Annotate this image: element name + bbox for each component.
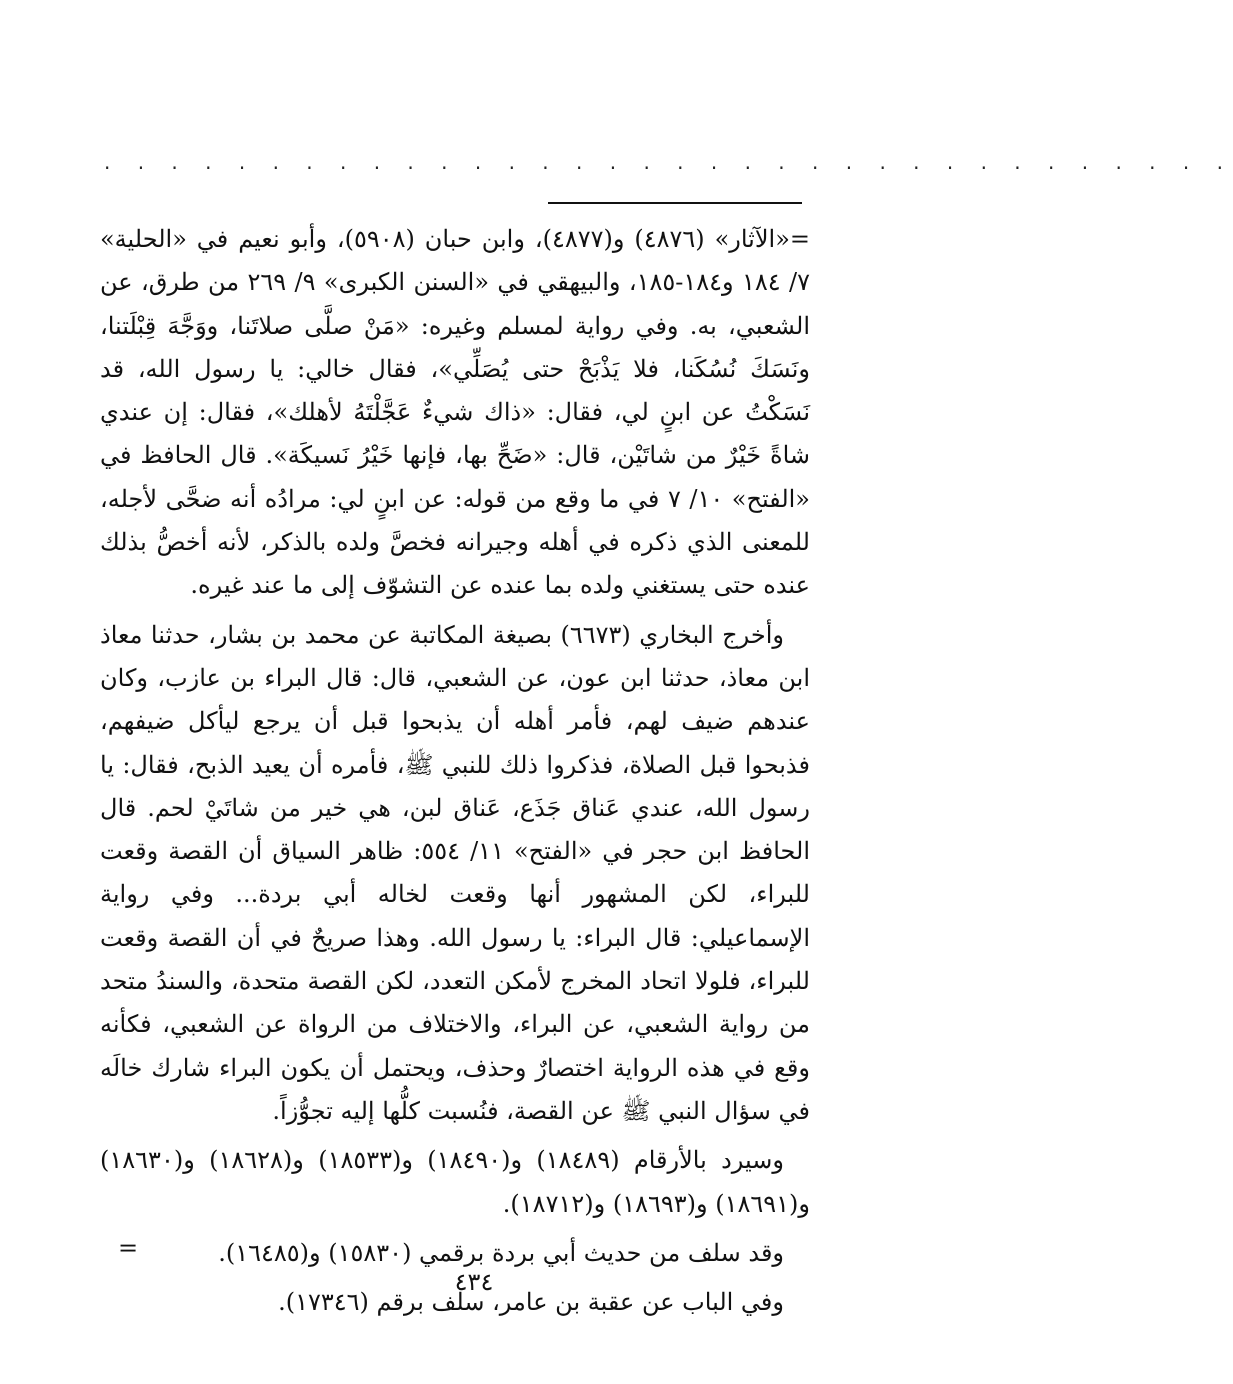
paragraph-5: وفي الباب عن عقبة بن عامر، سلف برقم (١٧٣٤٦).: [278, 1288, 784, 1317]
paragraph-1: =«الآثار» (٤٨٧٦) و(٤٨٧٧)، وابن حبان (٥٩٠٨)، وأبو نعيم في «الحلية» ٧/ ١٨٤ و١٨٤-١٨٥، والبيهقي في «السنن الكبرى» ٩/ ٢٦٩ من طرق، عن الشعبي، به. وفي رواية لمسلم وغيره: «مَنْ صلَّى صلاتَنا، ووَجَّهَ قِبْلَتنا، ونَسَكَ نُسُكَنا، فلا يَذْبَحْ حتى يُصَلِّي»، فقال خالي: يا رسول الله، قد نَسَكْتُ عن ابنٍ لي، فقال: «ذاك شيءٌ عَجَّلْتَهُ لأهلك»، فقال: إن عندي شاةً خَيْرٌ من شاتَيْن، قال: «ضَحِّ بها، فإنها خَيْرُ نَسيكَة». قال الحافظ في «الفتح» ١٠/ ٧ في ما وقع من قوله: عن ابنٍ لي: مرادُه أنه ضحَّى لأجله، للمعنى الذي ذكره في أهله وجيرانه فخصَّ ولده بالذكر، لأنه أخصُّ بذلك عنده حتى يستغني ولده بما عنده عن التشوّف إلى ما عند غيره.: [100, 225, 811, 600]
footnote-text: [100, 218, 810, 1324]
paragraph-2: وأخرج البخاري (٦٦٧٣) بصيغة المكاتبة عن محمد بن بشار، حدثنا معاذ ابن معاذ، حدثنا ابن عون، عن الشعبي، قال: قال البراء بن عازب، وكان عندهم ضيف لهم، فأمر أهله أن يذبحوا قبل أن يرجع ليأكل ضيفهم، فذبحوا قبل الصلاة، فذكروا ذلك للنبي ﷺ، فأمره أن يعيد الذبح، فقال: يا رسول الله، عندي عَناق جَذَع، عَناق لبن، هي خير من شاتَيْ لحم. قال الحافظ ابن حجر في «الفتح» ١١/ ٥٥٤: ظاهر السياق أن القصة وقعت للبراء، لكن المشهور أنها وقعت لخاله أبي بردة... وفي رواية الإسماعيلي: قال البراء: يا رسول الله. وهذا صريحٌ في أن القصة وقعت للبراء، فلولا اتحاد المخرج لأمكن التعدد، لكن القصة متحدة، والسندُ متحد من رواية الشعبي، عن البراء، والاختلاف من الرواة عن الشعبي، فكأنه وقع في هذه الرواية اختصارٌ وحذف، ويحتمل أن يكون البراء شارك خالَه في سؤال النبي ﷺ عن القصة، فنُسبت كلُّها إليه تجوُّزاً.: [100, 620, 810, 1125]
continuation-mark: =: [118, 1234, 139, 1262]
paragraph-4: وقد سلف من حديث أبي بردة برقمي (١٥٨٣٠) و(١٦٤٨٥).: [218, 1238, 784, 1267]
page-number: ٤٣٤: [454, 1268, 494, 1296]
dotted-separator: . . . . . . . . . . . . . . . . . . . . . . . . . . . . . . . . . .: [104, 150, 1233, 174]
paragraph-3: وسيرد بالأرقام (١٨٤٨٩) و(١٨٤٩٠) و(١٨٥٣٣) و(١٨٦٢٨) و(١٨٦٣٠) و(١٨٦٩١) و(١٨٦٩٣) و(١٨٧١٢).: [100, 1146, 810, 1218]
footnote-rule: [548, 202, 802, 204]
